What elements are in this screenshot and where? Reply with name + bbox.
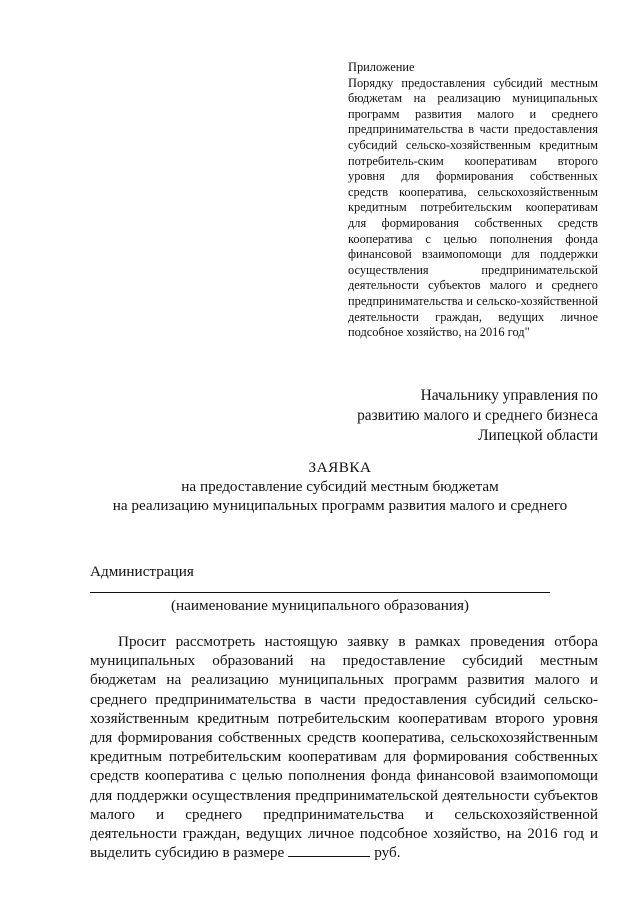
heading-title: ЗАЯВКА — [308, 459, 372, 476]
request-text: Просит рассмотреть настоящую заявку в рамках проведения отбора муниципальных образований на предоставление субсидий местным бюджетам на реализацию муниципальных программ развития малого и среднего предпринимательства в части предоставления субсидий сельско-хозяйственным кредитным потребительским кооперативам второго уровня для формирования собственных средств кооператива, сельскохозяйственным кредитным потребительским кооперативам для формирования собственных средств кооператива с целью пополнения фонда финансовой взаимопомощи для поддержки осуществления предпринимательской деятельности субъектов малого и среднего предпринимательства и сельскохозяйственной деятельности граждан, ведущих личное подсобное хозяйство, на 2016 год и выделить субсидию в размере — [90, 633, 598, 862]
addressee-line-3: Липецкой области — [478, 427, 598, 444]
appendix-title: Приложение — [348, 60, 415, 74]
heading-subtitle-1: на предоставление субсидий местным бюджетам — [181, 478, 499, 495]
administration-caption: (наименование муниципального образования) — [171, 597, 469, 614]
addressee-block — [238, 386, 598, 446]
appendix-body: Порядку предоставления субсидий местным бюджетам на реализацию муниципальных программ развития малого и среднего предпринимательства в части предоставления субсидий сельско-хозяйственным кредитным потребитель-ским кооперативам второго уровня для формирования собственных средств кооператива, сельскохозяйственным кредитным потребительским кооперативам для формирования собственных средств кооператива с целью пополнения фонда финансовой взаимопомощи для поддержки осуществления предпринимательской деятельности субъектов малого и среднего предпринимательства и сельско-хозяйственной деятельности граждан, ведущих личное подсобное хозяйство, на 2016 год" — [348, 75, 598, 340]
addressee-line-1: Начальнику управления по — [420, 387, 598, 404]
administration-name-blank[interactable] — [90, 592, 550, 593]
administration-label: Администрация — [90, 563, 194, 580]
request-paragraph — [90, 632, 598, 862]
currency-label: руб. — [374, 844, 401, 862]
subsidy-amount-blank[interactable] — [288, 844, 370, 857]
document-heading — [40, 458, 640, 515]
addressee-line-2: развитию малого и среднего бизнеса — [357, 407, 598, 424]
appendix-block — [348, 60, 598, 341]
heading-subtitle-2: на реализацию муниципальных программ развития малого и среднего — [112, 497, 568, 514]
